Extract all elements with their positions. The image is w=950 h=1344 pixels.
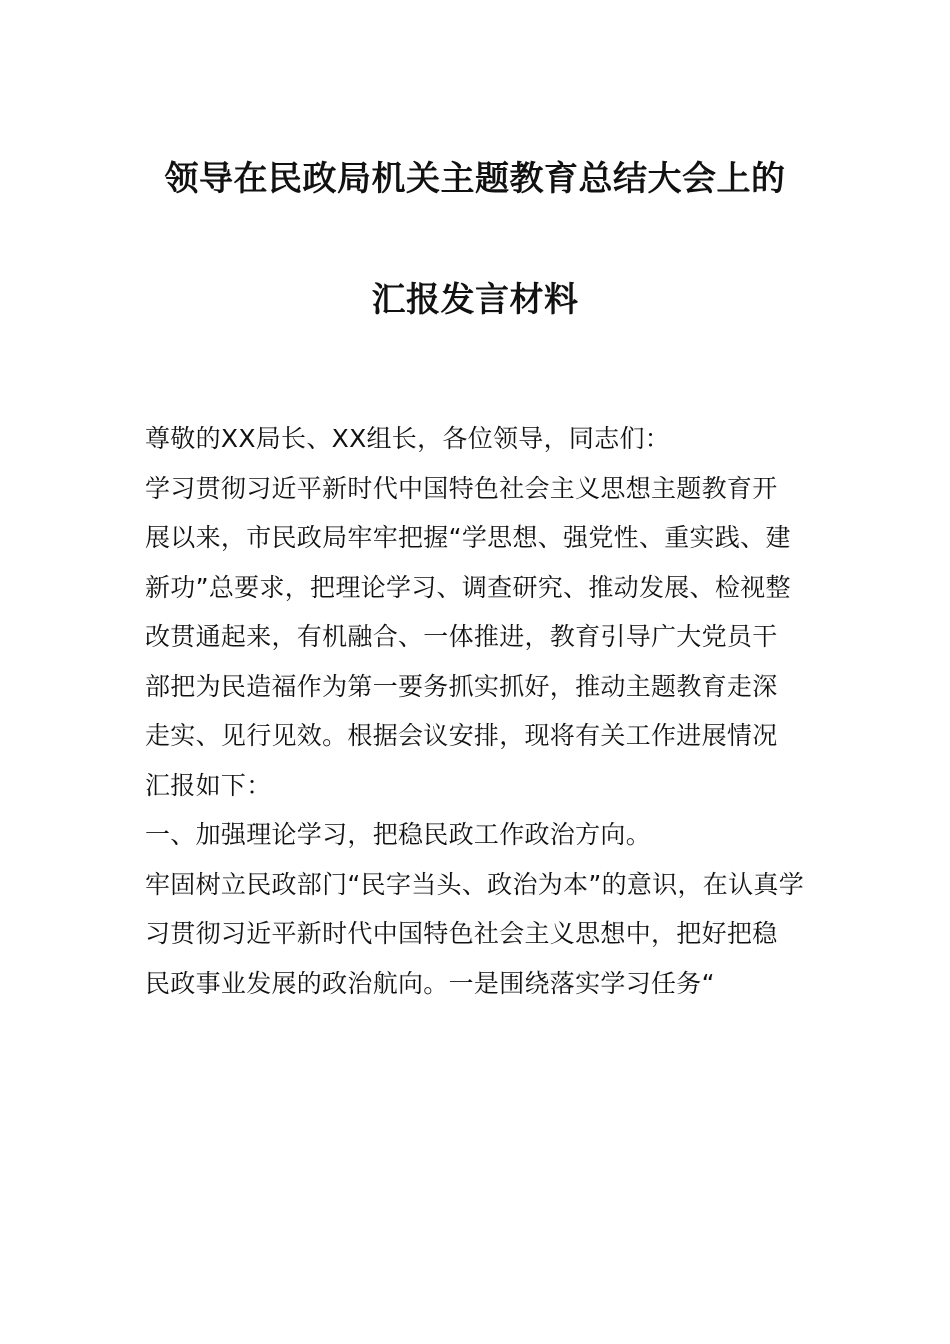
body-line: 学习贯彻习近平新时代中国特色社会主义思想主题教育开: [145, 473, 778, 503]
body-line: 习贯彻习近平新时代中国特色社会主义思想中，把好把稳: [145, 919, 778, 948]
body-line: 牢固树立民政部门“民字当头、政治为本”的意识，在认真学: [145, 869, 805, 899]
document-title-line-2: 汇报发言材料: [371, 280, 579, 320]
document-body: [145, 414, 810, 1008]
body-line: 展以来，市民政局牢牢把握“学思想、强党性、重实践、建: [145, 523, 791, 552]
salutation-line: 尊敬的XX局长、XX组长，各位领导，同志们：: [145, 424, 671, 453]
body-line: 走实、见行见效。根据会议安排，现将有关工作进展情况: [145, 721, 778, 750]
body-line: 部把为民造福作为第一要务抓实抓好，推动主题教育走深: [145, 671, 778, 701]
body-line: 改贯通起来，有机融合、一体推进，教育引导广大党员干: [145, 622, 778, 651]
body-line: 汇报如下：: [145, 770, 272, 800]
document-title-line-1: 领导在民政局机关主题教育总结大会上的: [164, 159, 786, 199]
section-heading: 一、加强理论学习，把稳民政工作政治方向。: [145, 820, 652, 849]
body-line: 新功”总要求，把理论学习、调查研究、推动发展、检视整: [145, 572, 791, 602]
body-line: 民政事业发展的政治航向。一是围绕落实学习任务“: [145, 968, 715, 998]
